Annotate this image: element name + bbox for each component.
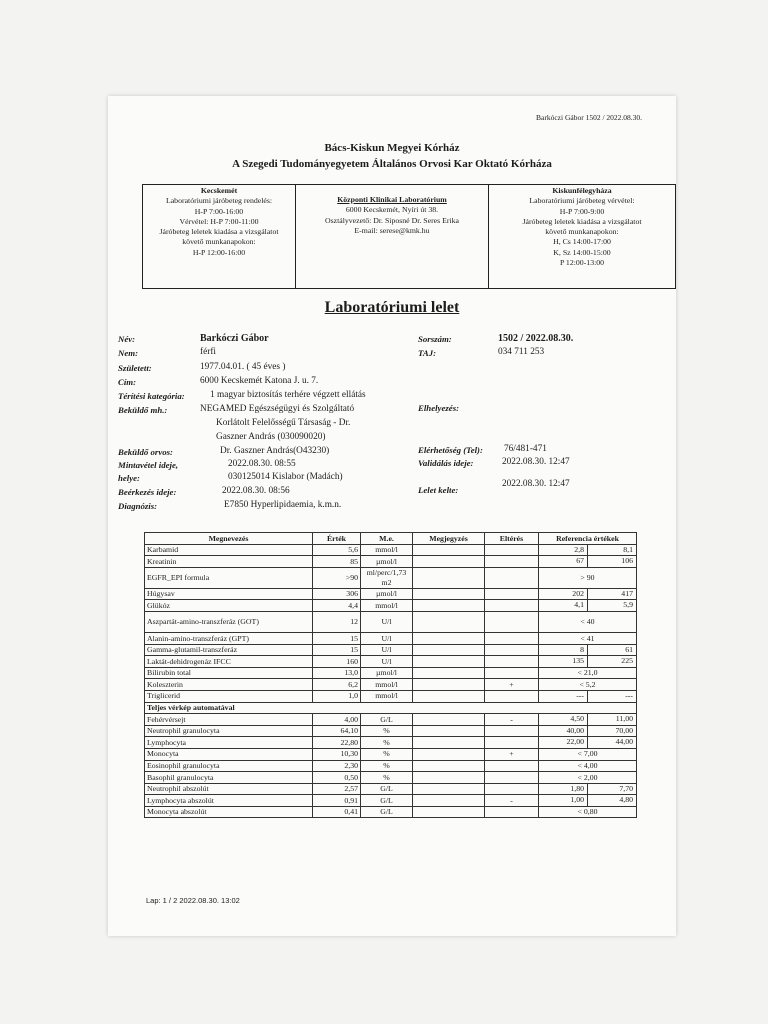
document-title: Laboratóriumi lelet	[324, 299, 460, 316]
table-row	[145, 714, 637, 726]
test-value: 4,4	[313, 600, 361, 612]
table-row	[145, 760, 637, 772]
info-line: E-mail: serese@kmk.hu	[354, 225, 430, 235]
reference-range	[539, 544, 637, 556]
reference-high: 4,80	[619, 795, 633, 805]
test-unit: U/l	[361, 632, 413, 644]
test-flag	[485, 725, 539, 737]
contact-phone: 76/481-471	[504, 444, 547, 454]
test-note	[413, 632, 485, 644]
test-unit: mmol/l	[361, 600, 413, 612]
sampling-place: 030125014 Kislabor (Madách)	[228, 472, 343, 482]
serial-label: Sorszám:	[418, 334, 452, 344]
test-note	[413, 795, 485, 807]
reference-low: ---	[539, 691, 588, 702]
test-unit: U/l	[361, 611, 413, 632]
test-value: 15	[313, 644, 361, 656]
reference-limit: < 5,2	[579, 679, 596, 689]
reference-high: 225	[621, 656, 633, 666]
table-row	[145, 795, 637, 807]
test-value: 4,00	[313, 714, 361, 726]
test-name: Basophil granulocyta	[145, 772, 313, 784]
contact-label: Elérhetőség (Tel):	[418, 445, 483, 455]
table-row	[145, 567, 637, 588]
test-name: Monocyta	[145, 748, 313, 760]
info-kozponti-labor	[296, 185, 489, 288]
test-flag	[485, 588, 539, 600]
reference-range	[539, 795, 637, 807]
reference-limit: > 90	[580, 573, 595, 583]
report-date: 2022.08.30. 12:47	[502, 479, 570, 489]
test-name: Bilirubin total	[145, 667, 313, 679]
test-note	[413, 544, 485, 556]
test-unit: U/l	[361, 644, 413, 656]
header-unit: M.e.	[361, 533, 413, 545]
test-value: 2,30	[313, 760, 361, 772]
info-line: Járóbeteg leletek kiadása a vizsgálatot	[159, 227, 279, 237]
table-row	[145, 644, 637, 656]
test-unit: U/l	[361, 656, 413, 668]
header-name: Megnevezés	[145, 533, 313, 545]
test-unit: mmol/l	[361, 544, 413, 556]
test-value: 0,41	[313, 806, 361, 818]
reference-low: 2,8	[539, 545, 588, 556]
reference-range	[539, 748, 637, 760]
test-name: Lymphocyta	[145, 737, 313, 749]
sender-doctor: Dr. Gaszner András(O43230)	[220, 446, 330, 456]
taj-label: TAJ:	[418, 348, 437, 358]
test-note	[413, 714, 485, 726]
info-line: Laboratóriumi járóbeteg vérvétel:	[529, 196, 635, 206]
results-table	[144, 532, 637, 818]
test-value: 22,80	[313, 737, 361, 749]
test-flag	[485, 690, 539, 702]
test-note	[413, 679, 485, 691]
reference-low: 8	[539, 645, 588, 656]
table-row	[145, 588, 637, 600]
test-name: Húgysav	[145, 588, 313, 600]
test-name: Gamma-glutamil-transzferáz	[145, 644, 313, 656]
table-row	[145, 772, 637, 784]
test-value: 2,57	[313, 783, 361, 795]
test-name: Fehérvérsejt	[145, 714, 313, 726]
info-line: Járóbeteg leletek kiadása a vizsgálatot	[522, 216, 642, 226]
test-flag: +	[485, 748, 539, 760]
test-flag	[485, 783, 539, 795]
reference-range	[539, 567, 637, 588]
table-row	[145, 679, 637, 691]
reference-low: 1,00	[539, 795, 588, 806]
validation-time: 2022.08.30. 12:47	[502, 457, 570, 467]
test-note	[413, 644, 485, 656]
test-flag	[485, 544, 539, 556]
test-flag	[485, 600, 539, 612]
test-note	[413, 656, 485, 668]
info-line: Laboratóriumi járóbeteg rendelés:	[165, 196, 273, 206]
test-value: 15	[313, 632, 361, 644]
diagnosis-label: Diagnózis:	[118, 501, 158, 511]
table-row	[145, 600, 637, 612]
test-unit: G/L	[361, 795, 413, 807]
info-line: P 12:00-13:00	[559, 258, 605, 268]
sender-line-3: Gaszner András (030090020)	[216, 432, 326, 442]
test-note	[413, 772, 485, 784]
test-flag	[485, 556, 539, 568]
test-flag: -	[485, 795, 539, 807]
test-value: 306	[313, 588, 361, 600]
diagnosis: E7850 Hyperlipidaemia, k.m.n.	[224, 500, 342, 510]
reference-high: 61	[625, 644, 633, 654]
reference-range	[539, 611, 637, 632]
info-line: H-P 7:00-16:00	[194, 206, 244, 216]
test-note	[413, 556, 485, 568]
test-unit: %	[361, 725, 413, 737]
table-row	[145, 611, 637, 632]
reference-high: ---	[625, 690, 633, 700]
info-line: követő munkanapokon:	[182, 237, 256, 247]
test-unit: %	[361, 760, 413, 772]
table-row	[145, 690, 637, 702]
test-note	[413, 806, 485, 818]
table-row	[145, 806, 637, 818]
test-unit: µmol/l	[361, 588, 413, 600]
sex-label: Nem:	[118, 348, 139, 358]
test-note	[413, 760, 485, 772]
test-unit: mmol/l	[361, 679, 413, 691]
sender-label: Beküldő mh.:	[118, 405, 168, 415]
table-row	[145, 783, 637, 795]
lab-info-box	[142, 184, 676, 289]
reference-range	[539, 737, 637, 749]
test-name: Lymphocyta abszolút	[145, 795, 313, 807]
reference-range	[539, 588, 637, 600]
test-value: 1,0	[313, 690, 361, 702]
info-kiskunfelegyhaza	[489, 185, 675, 288]
header-note: Megjegyzés	[413, 533, 485, 545]
reference-limit: < 21,0	[577, 668, 598, 678]
test-name: Koleszterin	[145, 679, 313, 691]
reference-range	[539, 714, 637, 726]
test-value: 85	[313, 556, 361, 568]
reference-range	[539, 772, 637, 784]
test-value: 6,2	[313, 679, 361, 691]
test-flag	[485, 806, 539, 818]
test-value: 12	[313, 611, 361, 632]
test-flag: +	[485, 679, 539, 691]
test-value: 13,0	[313, 667, 361, 679]
test-name: Aszpartát-amino-transzferáz (GOT)	[145, 611, 313, 632]
reference-high: 8,1	[623, 544, 633, 554]
reference-limit: < 0,80	[577, 807, 598, 817]
test-name: Alanin-amino-transzferáz (GPT)	[145, 632, 313, 644]
address-label: Cím:	[118, 377, 137, 387]
test-unit: µmol/l	[361, 556, 413, 568]
test-note	[413, 588, 485, 600]
reference-range	[539, 725, 637, 737]
test-flag: -	[485, 714, 539, 726]
info-line: H-P 12:00-16:00	[192, 247, 246, 257]
test-note	[413, 783, 485, 795]
info-kozponti-title: Központi Klinikai Laboratórium	[337, 195, 447, 204]
test-unit: mmol/l	[361, 690, 413, 702]
test-flag	[485, 644, 539, 656]
reference-range	[539, 667, 637, 679]
reference-limit: < 4,00	[577, 761, 598, 771]
test-unit: %	[361, 772, 413, 784]
test-name: Laktát-dehidrogenáz IFCC	[145, 656, 313, 668]
test-flag	[485, 632, 539, 644]
reference-range	[539, 644, 637, 656]
sender-line-1: NEGAMED Egészségügyi és Szolgáltató	[200, 404, 355, 414]
reference-range	[539, 679, 637, 691]
reference-low: 4,1	[539, 600, 588, 611]
info-line: követő munkanapokon:	[545, 227, 619, 237]
test-name: Monocyta abszolút	[145, 806, 313, 818]
table-section-row	[145, 702, 637, 714]
reference-high: 70,00	[615, 725, 633, 735]
test-flag	[485, 567, 539, 588]
reference-range	[539, 783, 637, 795]
reference-low: 1,80	[539, 784, 588, 795]
table-row	[145, 748, 637, 760]
info-kecskemet	[143, 185, 296, 288]
sampling-place-label: helye:	[118, 473, 140, 483]
test-value: 5,6	[313, 544, 361, 556]
sender-doctor-label: Beküldő orvos:	[118, 447, 173, 457]
test-flag	[485, 772, 539, 784]
info-line: K, Sz 14:00-15:00	[553, 247, 611, 257]
reference-high: 106	[621, 556, 633, 566]
test-unit: µmol/l	[361, 667, 413, 679]
test-note	[413, 600, 485, 612]
test-value: >90	[313, 567, 361, 588]
reference-range	[539, 556, 637, 568]
reference-high: 5,9	[623, 600, 633, 610]
validation-label: Validálás ideje:	[418, 458, 474, 468]
test-name: Neutrophil abszolút	[145, 783, 313, 795]
reference-limit: < 7,00	[577, 749, 598, 759]
reference-high: 7,70	[619, 783, 633, 793]
arrival-time-label: Beérkezés ideje:	[118, 487, 177, 497]
birth-label: Született:	[118, 363, 152, 373]
info-kiskunfelegyhaza-title: Kiskunfélegyháza	[552, 186, 612, 195]
table-row	[145, 556, 637, 568]
serial-number: 1502 / 2022.08.30.	[498, 333, 574, 344]
test-name: Karbamid	[145, 544, 313, 556]
test-flag	[485, 737, 539, 749]
payment-category: 1 magyar biztosítás terhére végzett ellátás	[210, 390, 366, 400]
table-header-row	[145, 533, 637, 545]
test-name: Triglicerid	[145, 690, 313, 702]
test-value: 10,30	[313, 748, 361, 760]
info-line: Osztályvezető: Dr. Siposné Dr. Seres Erika	[324, 215, 460, 225]
table-row	[145, 544, 637, 556]
test-note	[413, 725, 485, 737]
test-flag	[485, 667, 539, 679]
table-row	[145, 737, 637, 749]
header-reference: Referencia értékek	[539, 533, 637, 545]
test-flag	[485, 656, 539, 668]
test-unit: G/L	[361, 806, 413, 818]
document-page	[108, 96, 676, 936]
sampling-time: 2022.08.30. 08:55	[228, 459, 296, 469]
test-value: 64,10	[313, 725, 361, 737]
test-note	[413, 690, 485, 702]
test-note	[413, 567, 485, 588]
patient-name: Barkóczi Gábor	[200, 333, 269, 344]
reference-range	[539, 690, 637, 702]
info-line: H, Cs 14:00-17:00	[553, 237, 611, 247]
reference-low: 40,00	[539, 726, 588, 737]
table-row	[145, 725, 637, 737]
reference-high: 11,00	[615, 714, 633, 724]
name-label: Név:	[118, 334, 136, 344]
info-line: 6000 Kecskemét, Nyíri út 38.	[345, 205, 439, 215]
reference-low: 67	[539, 556, 588, 567]
table-row	[145, 632, 637, 644]
test-value: 160	[313, 656, 361, 668]
hospital-name: Bács-Kiskun Megyei Kórház	[324, 142, 460, 154]
reference-low: 4,50	[539, 714, 588, 725]
location-label: Elhelyezés:	[418, 403, 460, 413]
reference-limit: < 2,00	[577, 772, 598, 782]
test-unit: %	[361, 748, 413, 760]
test-unit: G/L	[361, 783, 413, 795]
reference-range	[539, 656, 637, 668]
test-flag	[485, 760, 539, 772]
reference-limit: < 41	[580, 633, 595, 643]
patient-address: 6000 Kecskemét Katona J. u. 7.	[200, 376, 319, 386]
reference-low: 135	[539, 656, 588, 667]
patient-sex: férfi	[200, 347, 216, 357]
reference-range	[539, 806, 637, 818]
reference-range	[539, 600, 637, 612]
reference-high: 44,00	[615, 737, 633, 747]
reference-limit: < 40	[580, 617, 595, 627]
test-name: Kreatinin	[145, 556, 313, 568]
test-flag	[485, 611, 539, 632]
reference-low: 202	[539, 589, 588, 600]
test-note	[413, 737, 485, 749]
test-name: EGFR_EPI formula	[145, 567, 313, 588]
test-note	[413, 611, 485, 632]
test-value: 0,50	[313, 772, 361, 784]
test-note	[413, 667, 485, 679]
test-name: Glükóz	[145, 600, 313, 612]
sampling-time-label: Mintavétel ideje,	[118, 460, 179, 470]
test-name: Neutrophil granulocyta	[145, 725, 313, 737]
hospital-affiliation: A Szegedi Tudományegyetem Általános Orvosi Kar Oktató Kórháza	[232, 158, 552, 170]
test-note	[413, 748, 485, 760]
sender-line-2: Korlátolt Felelősségű Társaság - Dr.	[216, 418, 351, 428]
info-line: Vérvétel: H-P 7:00-11:00	[179, 216, 259, 226]
header-flag: Eltérés	[485, 533, 539, 545]
table-row	[145, 667, 637, 679]
patient-birth: 1977.04.01. ( 45 éves )	[200, 362, 286, 372]
test-value: 0,91	[313, 795, 361, 807]
info-line: H-P 7:00-9:00	[559, 206, 605, 216]
section-title: Teljes vérkép automatával	[145, 702, 637, 714]
report-date-label: Lelet kelte:	[418, 485, 459, 495]
reference-range	[539, 632, 637, 644]
payment-category-label: Térítési kategória:	[118, 391, 185, 401]
test-unit: G/L	[361, 714, 413, 726]
reference-low: 22,00	[539, 737, 588, 748]
test-name: Eosinophil granulocyta	[145, 760, 313, 772]
header-value: Érték	[313, 533, 361, 545]
info-kecskemet-title: Kecskemét	[200, 186, 238, 195]
taj-number: 034 711 253	[498, 347, 545, 357]
page-footer: Lap: 1 / 2 2022.08.30. 13:02	[146, 896, 240, 905]
test-unit: ml/perc/1,73 m2	[361, 567, 413, 588]
reference-range	[539, 760, 637, 772]
table-row	[145, 656, 637, 668]
reference-high: 417	[621, 588, 633, 598]
arrival-time: 2022.08.30. 08:56	[222, 486, 290, 496]
test-unit: %	[361, 737, 413, 749]
top-reference: Barkóczi Gábor 1502 / 2022.08.30.	[536, 113, 643, 122]
